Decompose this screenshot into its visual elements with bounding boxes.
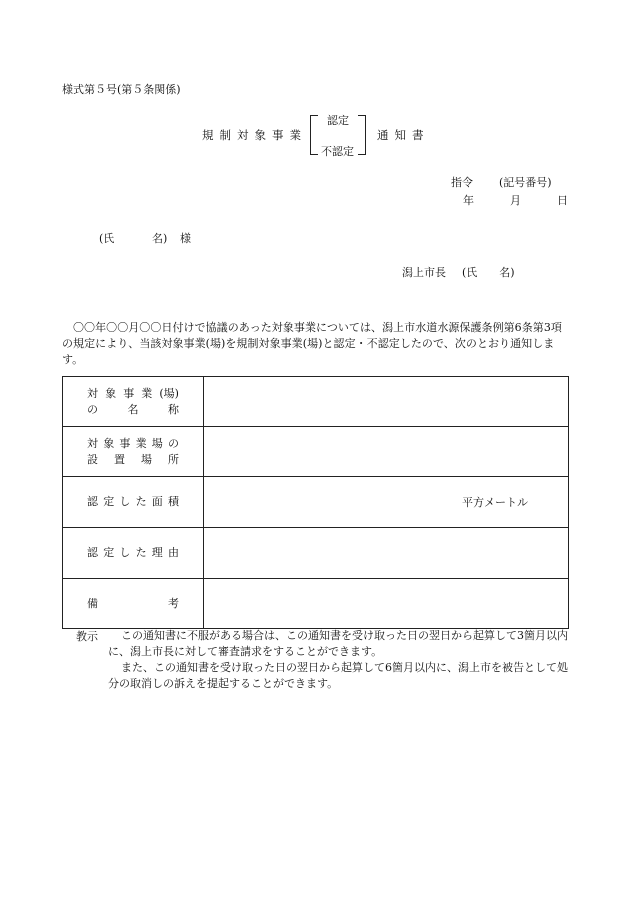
notes-body [108,628,570,692]
notes-paragraph-2: また、この通知書を受け取った日の翌日から起算して6箇月以内に、潟上市を被告として処分の取消しの訴えを提起することができます。 [108,661,568,690]
doc-number-label: (記号番号) [499,176,552,189]
label-cell: 備 考 [63,579,204,629]
document-title-right: 通知書 [377,128,430,142]
date-month-label: 月 [510,194,521,207]
value-cell-reason[interactable] [204,528,569,579]
title-option-not-approved: 不認定 [321,145,354,158]
date-day-label: 日 [557,194,568,207]
table-row [63,427,569,477]
issuer-name: (氏 名) [462,266,515,279]
date-year-label: 年 [463,194,474,207]
addressee-honorific: 様 [180,232,191,245]
table-row [63,579,569,629]
bracket-right [358,115,366,155]
form-number: 様式第５号(第５条関係) [62,83,181,96]
directive-label: 指令 [451,176,473,189]
notes-label: 教示 [76,630,98,643]
area-unit: 平方メートル [462,496,528,509]
value-cell-location[interactable] [204,427,569,477]
info-table [62,376,569,629]
addressee-name-open: (氏 [99,232,115,245]
issuer-title: 潟上市長 [402,266,446,279]
document-title-left: 規制対象事業 [202,128,307,142]
label-cell: 対 象 事 業 場 の 設 置 場 所 [63,427,204,477]
notes-paragraph-1: この通知書に不服がある場合は、この通知書を受け取った日の翌日から起算して3箇月以内に、潟上市長に対して審査請求をすることができます。 [108,629,568,658]
title-option-approved: 認定 [327,114,349,127]
value-cell-business-name[interactable] [204,377,569,427]
label-cell: 認 定 し た 面 積 [63,477,204,528]
table-row [63,377,569,427]
table-row [63,477,569,528]
body-paragraph: 〇〇年〇〇月〇〇日付けで協議のあった対象事業については、潟上市水道水源保護条例第6条第3項の規定により、当該対象事業(場)を規制対象事業(場)と認定・不認定したので、次のとおり通知します。 [62,321,562,366]
bracket-left [310,115,318,155]
addressee-name-close: 名) [152,232,168,245]
value-cell-area[interactable] [204,477,569,528]
label-cell: 認 定 し た 理 由 [63,528,204,579]
table-row [63,528,569,579]
value-cell-remarks[interactable] [204,579,569,629]
label-cell: 対 象 事 業 (場) の 名 称 [63,377,204,427]
